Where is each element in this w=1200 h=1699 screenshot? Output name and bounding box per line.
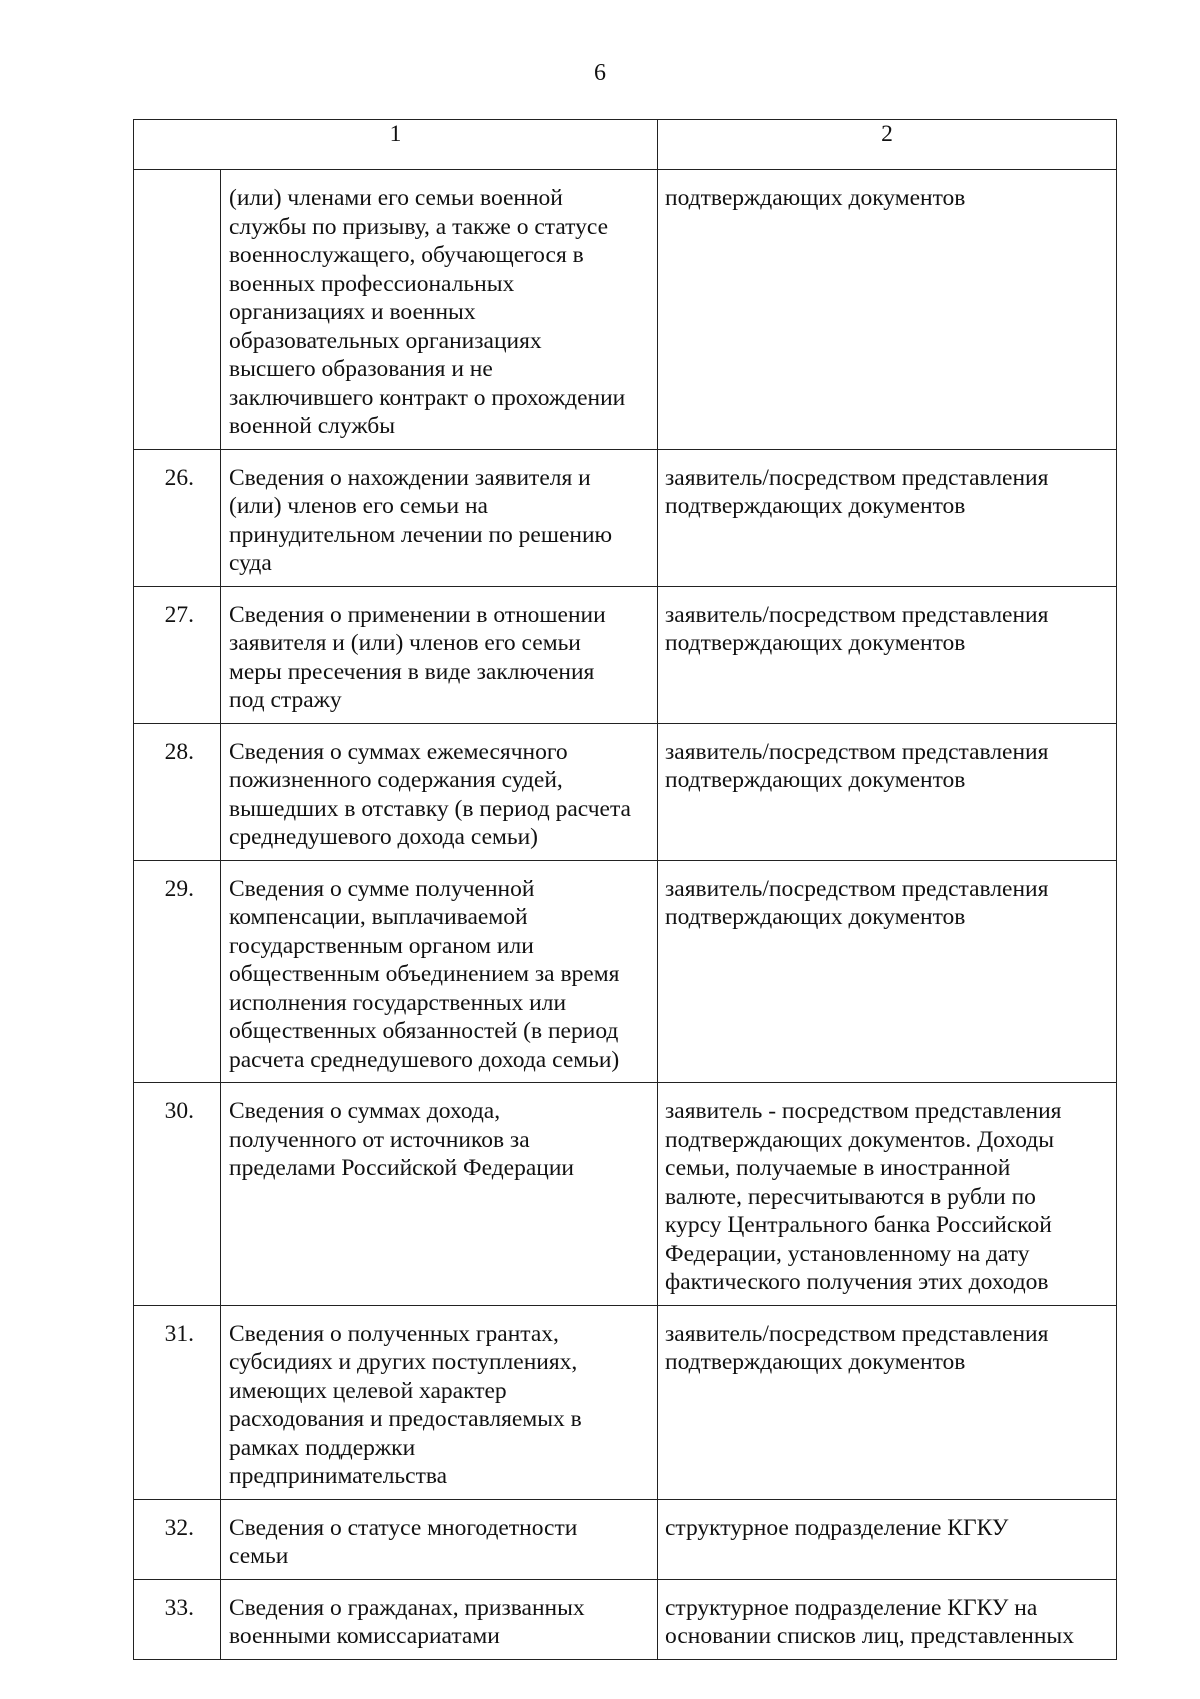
cell-text-line: Сведения о полученных грантах, bbox=[229, 1320, 559, 1347]
table-row bbox=[134, 1305, 1117, 1499]
cell-text-line: Сведения о статусе многодетности bbox=[229, 1514, 578, 1541]
cell-text-line: заявитель/посредством представления bbox=[665, 875, 1049, 902]
cell-text-line: пределами Российской Федерации bbox=[229, 1155, 574, 1181]
cell-text-line: компенсации, выплачиваемой bbox=[229, 904, 528, 930]
cell-text-line: образовательных организациях bbox=[229, 327, 542, 354]
cell-text-line: исполнения государственных или bbox=[229, 989, 567, 1016]
row-description bbox=[221, 1579, 658, 1659]
cell-text-line: Сведения о суммах ежемесячного bbox=[229, 738, 568, 765]
table-row bbox=[134, 1499, 1117, 1579]
page-number: 6 bbox=[594, 60, 606, 86]
cell-text-line: заявитель/посредством представления bbox=[665, 1320, 1049, 1347]
row-description bbox=[221, 860, 658, 1083]
cell-text-line: фактического получения этих доходов bbox=[665, 1269, 1049, 1295]
cell-text-line: общественным объединением за время bbox=[229, 961, 620, 987]
cell-text-line: организациях и военных bbox=[229, 299, 476, 325]
row-source bbox=[658, 860, 1117, 1083]
row-source bbox=[658, 449, 1117, 586]
cell-text-line: рамках поддержки bbox=[229, 1434, 416, 1461]
cell-text-line: военнослужащего, обучающегося в bbox=[229, 242, 584, 268]
cell-text-line: курсу Центрального банка Российской bbox=[665, 1212, 1052, 1238]
row-description bbox=[221, 1305, 658, 1499]
table-row bbox=[134, 723, 1117, 860]
cell-text-line: полученного от источников за bbox=[229, 1126, 530, 1153]
cell-text-line: под стражу bbox=[229, 687, 342, 713]
table-row bbox=[134, 1579, 1117, 1659]
table-row bbox=[134, 170, 1117, 450]
row-source bbox=[658, 723, 1117, 860]
cell-text-line: военных профессиональных bbox=[229, 270, 515, 297]
cell-text-line: военными комиссариатами bbox=[229, 1623, 500, 1649]
cell-text-line: подтверждающих документов bbox=[665, 904, 966, 930]
cell-text-line: государственным органом или bbox=[229, 932, 534, 959]
cell-text-line: заявителя и (или) членов его семьи bbox=[229, 630, 581, 656]
cell-text-line: подтверждающих документов bbox=[665, 1349, 966, 1375]
cell-text-line: структурное подразделение КГКУ на bbox=[665, 1594, 1038, 1621]
cell-text-line: военной службы bbox=[229, 413, 396, 439]
document-table bbox=[133, 119, 1117, 1660]
cell-text-line: Сведения о применении в отношении bbox=[229, 601, 606, 628]
cell-text-line: заявитель - посредством представления bbox=[665, 1098, 1062, 1124]
cell-text-line: предпринимательства bbox=[229, 1463, 448, 1489]
row-number: 30. bbox=[134, 1083, 221, 1306]
row-source bbox=[658, 1083, 1117, 1306]
row-source bbox=[658, 1499, 1117, 1579]
cell-text-line: семьи bbox=[229, 1543, 289, 1569]
cell-text-line: суда bbox=[229, 550, 272, 576]
cell-text-line: заявитель/посредством представления bbox=[665, 464, 1049, 491]
cell-text-line: заключившего контракт о прохождении bbox=[229, 384, 626, 411]
row-number: 33. bbox=[134, 1579, 221, 1659]
cell-text-line: (или) членами его семьи военной bbox=[229, 185, 563, 211]
cell-text-line: Сведения о сумме полученной bbox=[229, 875, 535, 902]
cell-text-line: подтверждающих документов bbox=[665, 767, 966, 793]
row-source bbox=[658, 1305, 1117, 1499]
cell-text-line: заявитель/посредством представления bbox=[665, 738, 1049, 765]
row-number: 31. bbox=[134, 1305, 221, 1499]
cell-text-line: подтверждающих документов bbox=[665, 630, 966, 656]
cell-text-line: валюте, пересчитываются в рубли по bbox=[665, 1183, 1036, 1210]
cell-text-line: принудительном лечении по решению bbox=[229, 521, 613, 548]
cell-text-line: общественных обязанностей (в период bbox=[229, 1018, 619, 1044]
table-row bbox=[134, 586, 1117, 723]
table-row bbox=[134, 860, 1117, 1083]
row-source bbox=[658, 1579, 1117, 1659]
header-col-1: 1 bbox=[134, 120, 658, 170]
header-col-2: 2 bbox=[658, 120, 1117, 170]
table-row bbox=[134, 1083, 1117, 1306]
row-description bbox=[221, 723, 658, 860]
cell-text-line: меры пресечения в виде заключения bbox=[229, 658, 595, 685]
cell-text-line: имеющих целевой характер bbox=[229, 1377, 507, 1404]
cell-text-line: структурное подразделение КГКУ bbox=[665, 1514, 1009, 1541]
cell-text-line: службы по призыву, а также о статусе bbox=[229, 213, 608, 240]
cell-text-line: высшего образования и не bbox=[229, 356, 493, 382]
row-description bbox=[221, 1499, 658, 1579]
cell-text-line: расходования и предоставляемых в bbox=[229, 1406, 582, 1432]
cell-text-line: Федерации, установленному на дату bbox=[665, 1240, 1030, 1267]
table-row bbox=[134, 449, 1117, 586]
cell-text-line: семьи, получаемые в иностранной bbox=[665, 1155, 1011, 1181]
cell-text-line: Сведения о гражданах, призванных bbox=[229, 1594, 585, 1621]
cell-text-line: подтверждающих документов bbox=[665, 185, 966, 211]
row-number: 29. bbox=[134, 860, 221, 1083]
table-header-row bbox=[134, 120, 1117, 170]
cell-text-line: субсидиях и других поступлениях, bbox=[229, 1349, 578, 1375]
row-source bbox=[658, 170, 1117, 450]
row-description bbox=[221, 449, 658, 586]
cell-text-line: подтверждающих документов. Доходы bbox=[665, 1126, 1055, 1153]
row-description bbox=[221, 586, 658, 723]
cell-text-line: основании списков лиц, представленных bbox=[665, 1623, 1074, 1649]
cell-text-line: заявитель/посредством представления bbox=[665, 601, 1049, 628]
cell-text-line: Сведения о суммах дохода, bbox=[229, 1098, 501, 1124]
cell-text-line: подтверждающих документов bbox=[665, 493, 966, 519]
cell-text-line: расчета среднедушевого дохода семьи) bbox=[229, 1046, 620, 1073]
row-number: 32. bbox=[134, 1499, 221, 1579]
cell-text-line: Сведения о нахождении заявителя и bbox=[229, 464, 591, 491]
cell-text-line: пожизненного содержания судей, bbox=[229, 767, 563, 793]
row-description bbox=[221, 170, 658, 450]
row-number: 28. bbox=[134, 723, 221, 860]
cell-text-line: среднедушевого дохода семьи) bbox=[229, 824, 538, 850]
row-number: 26. bbox=[134, 449, 221, 586]
row-description bbox=[221, 1083, 658, 1306]
cell-text-line: (или) членов его семьи на bbox=[229, 493, 488, 519]
row-number: 27. bbox=[134, 586, 221, 723]
row-source bbox=[658, 586, 1117, 723]
row-number bbox=[134, 170, 221, 450]
cell-text-line: вышедших в отставку (в период расчета bbox=[229, 795, 631, 822]
